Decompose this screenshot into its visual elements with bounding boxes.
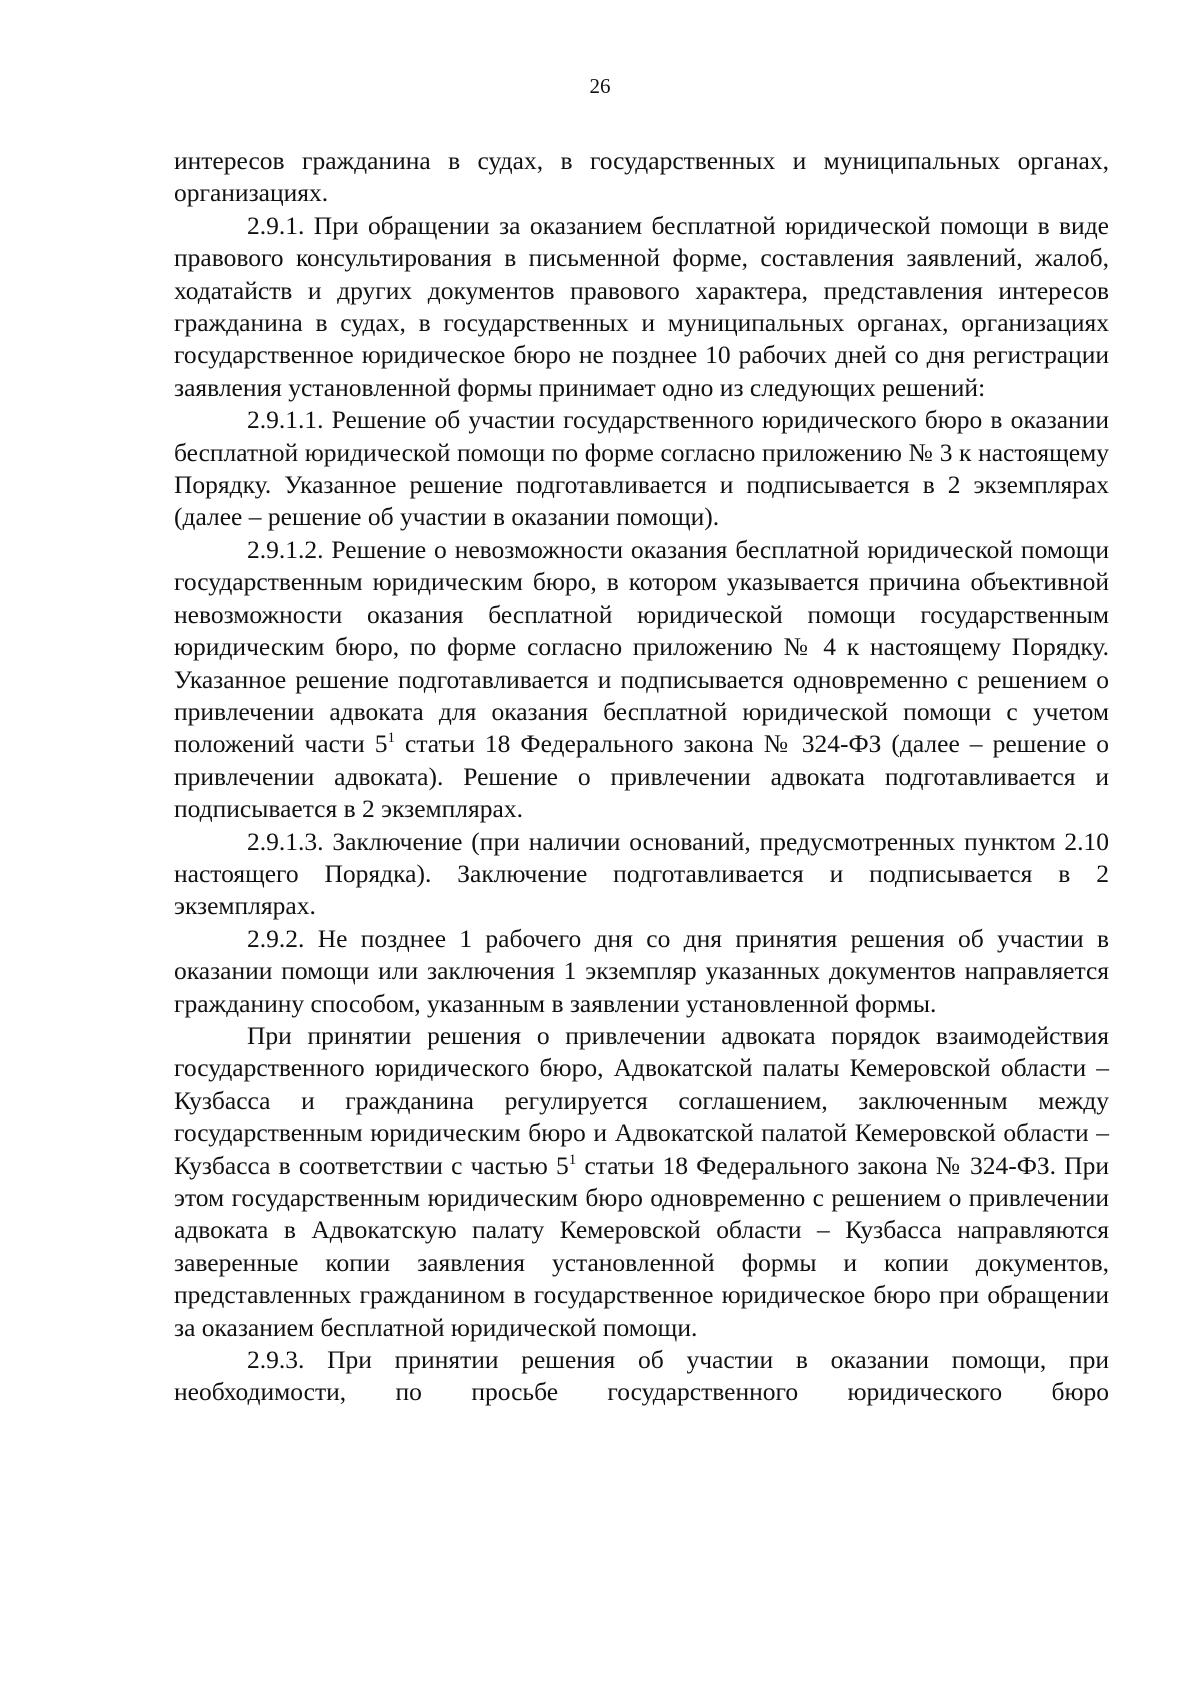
paragraph-2-9-3: 2.9.3. При принятии решения об участии в оказании помощи, при необходимости, по просьбе государственного юридического бюро: [174, 1345, 1109, 1407]
paragraph-lawyer-involvement-text-start: При принятии решения о привлечении адвоката порядок взаимодействия государственного юридического бюро, Адвокатской палаты Кемеровской области – Кузбасса и гражданина регулируется соглашением, заключенным между государственным юридическим бюро и Адвокатской палатой Кемеровской области – Кузбасса в соответствии с частью 5: [174, 1020, 1109, 1180]
paragraph-2-9-1-3: 2.9.1.3. Заключение (при наличии оснований, предусмотренных пунктом 2.10 настоящего Порядка). Заключение подготавливается и подписывается в 2 экземплярах.: [174, 826, 1109, 921]
page-number: 26: [589, 74, 611, 98]
paragraph-continuation: интересов гражданина в судах, в государственных и муниципальных органах, организациях.: [174, 146, 1109, 208]
superscript-1: 1: [568, 1151, 577, 1168]
paragraph-2-9-1-2-text-end: статьи 18 Федерального закона № 324-ФЗ (далее – решение о привлечении адвоката). Решение о привлечении адвоката подготавливается и подписывается в 2 экземплярах.: [174, 729, 1109, 824]
paragraph-lawyer-involvement: [174, 1020, 1109, 1344]
paragraph-2-9-1-1: 2.9.1.1. Решение об участии государственного юридического бюро в оказании бесплатной юридической помощи по форме согласно приложению № 3 к настоящему Порядку. Указанное решение подготавливается и подписывается в 2 экземплярах (далее – решение об участии в оказании помощи).: [174, 405, 1109, 532]
superscript-1: 1: [387, 730, 395, 747]
document-body: [174, 145, 1109, 1409]
paragraph-2-9-1: 2.9.1. При обращении за оказанием бесплатной юридической помощи в виде правового консультирования в письменной форме, составления заявлений, жалоб, ходатайств и других документов правового характера, представления интересов гражданина в судах, в государственных и муниципальных органах, организациях государственное юридическое бюро не позднее 10 рабочих дней со дня регистрации заявления установленной формы принимает одно из следующих решений:: [174, 210, 1109, 402]
paragraph-2-9-2: 2.9.2. Не позднее 1 рабочего дня со дня принятия решения об участии в оказании помощи или заключения 1 экземпляр указанных документов направляется гражданину способом, указанным в заявлении установленной формы.: [174, 923, 1109, 1018]
paragraph-2-9-1-2: [174, 534, 1109, 826]
paragraph-lawyer-involvement-text-end: статьи 18 Федерального закона № 324-ФЗ. При этом государственным юридическим бюро одновременно с решением о привлечении адвоката в Адвокатскую палату Кемеровской области – Кузбасса направляются заверенные копии заявления установленной формы и копии документов, представленных гражданином в государственное юридическое бюро при обращении за оказанием бесплатной юридической помощи.: [174, 1150, 1109, 1342]
paragraph-2-9-1-2-text-start: 2.9.1.2. Решение о невозможности оказания бесплатной юридической помощи государственным юридическим бюро, в котором указывается причина объективной невозможности оказания бесплатной юридической помощи государственным юридическим бюро, по форме согласно приложению № 4 к настоящему Порядку. Указанное решение подготавливается и подписывается одновременно с решением о привлечении адвоката для оказания бесплатной юридической помощи с учетом положений части 5: [174, 534, 1109, 759]
